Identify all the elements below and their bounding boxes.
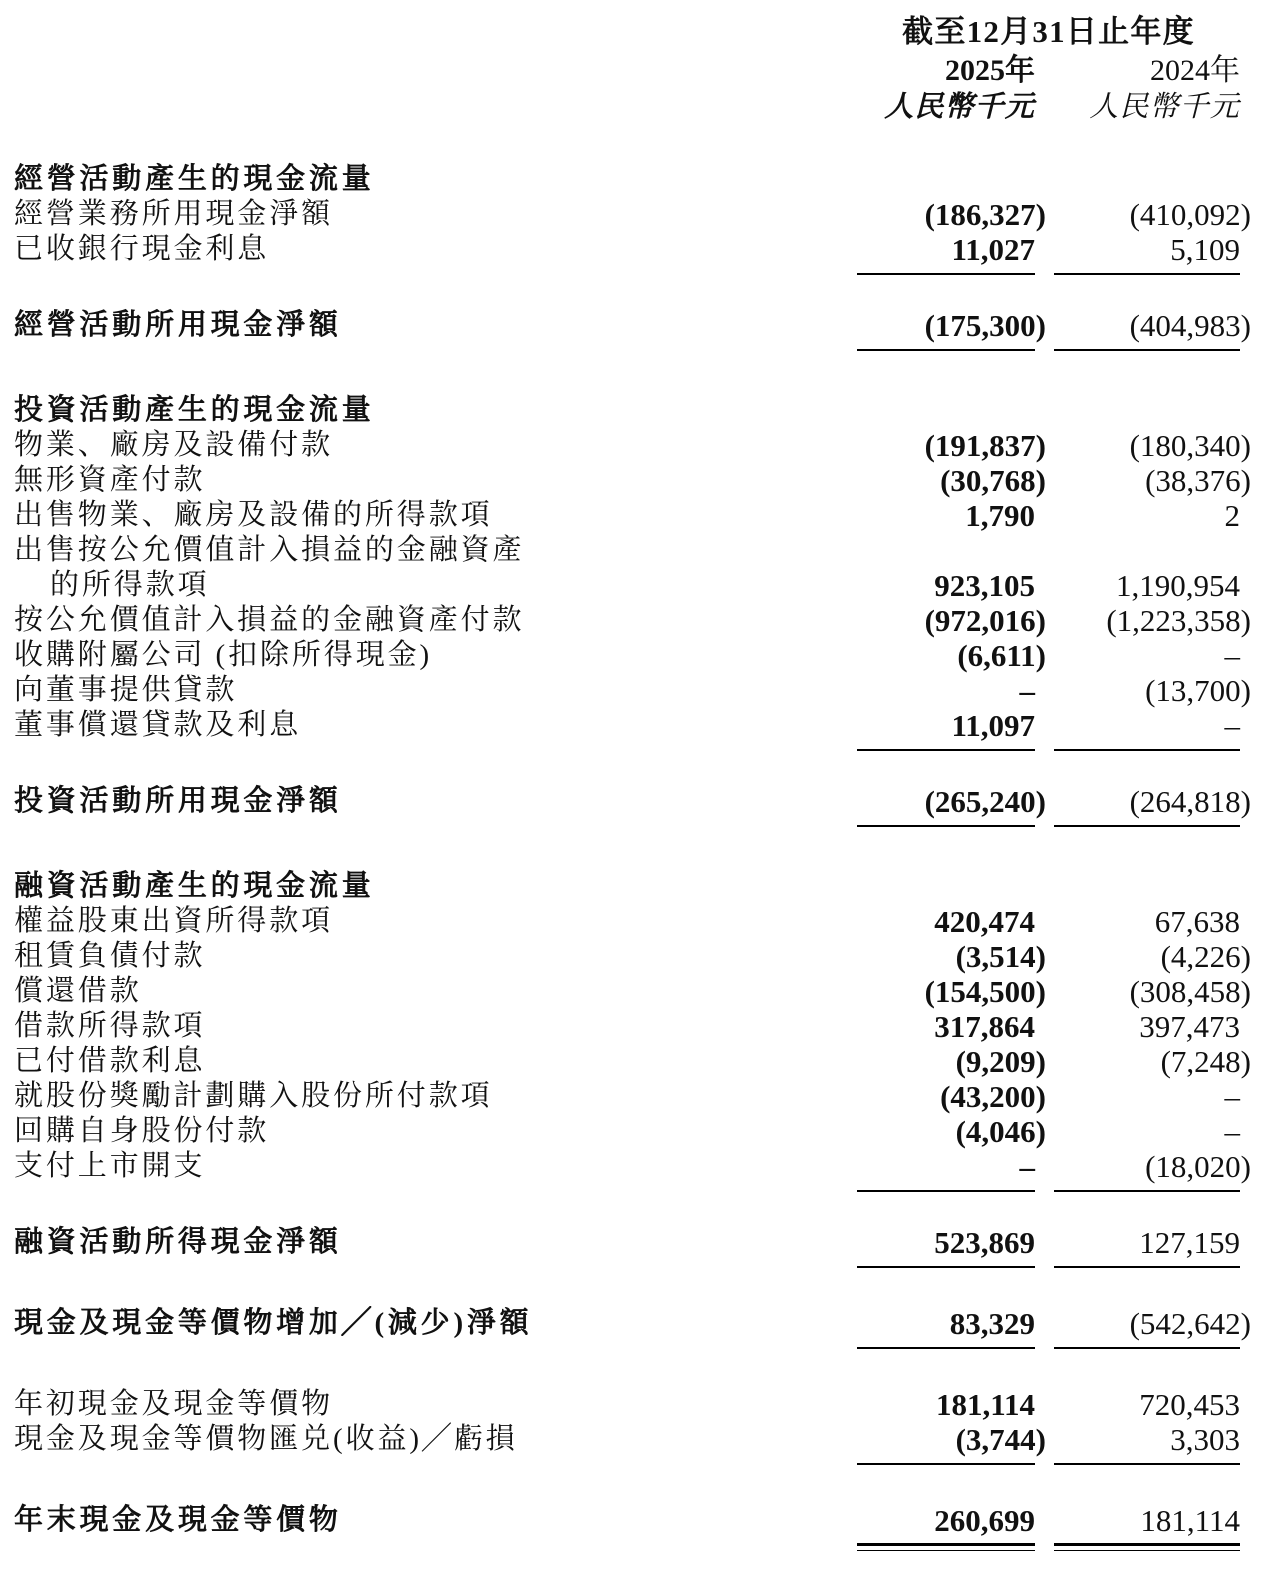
row-label: 融資活動產生的現金流量 bbox=[14, 870, 375, 902]
row-label: 投資活動所用現金淨額 bbox=[14, 785, 342, 817]
table-row bbox=[0, 1422, 1262, 1465]
value-2025: 923,105 bbox=[934, 568, 1035, 603]
value-2025: (154,500) bbox=[924, 974, 1046, 1009]
value-2025: (3,514) bbox=[955, 939, 1046, 974]
row-label: 出售按公允價值計入損益的金融資產 bbox=[14, 534, 525, 566]
table-row bbox=[0, 1079, 1262, 1114]
table-row bbox=[0, 1044, 1262, 1079]
table-row bbox=[0, 1149, 1262, 1192]
table-row bbox=[0, 1387, 1262, 1422]
table-row bbox=[0, 603, 1262, 638]
table-row bbox=[0, 463, 1262, 498]
unit-header-line bbox=[857, 89, 1240, 126]
row-label: 按公允價值計入損益的金融資產付款 bbox=[14, 604, 525, 636]
table-row bbox=[0, 708, 1262, 751]
value-2024: 720,453 bbox=[1139, 1387, 1240, 1422]
value-2024: 2 bbox=[1224, 498, 1240, 533]
value-2024: 5,109 bbox=[1054, 232, 1240, 275]
year-2025-header: 2025年 bbox=[945, 54, 1035, 87]
row-label: 權益股東出資所得款項 bbox=[14, 905, 334, 937]
row-label: 的所得款項 bbox=[50, 569, 210, 601]
year-header-line bbox=[857, 52, 1240, 89]
value-2024: (264,818) bbox=[1054, 784, 1240, 827]
row-label: 現金及現金等價物匯兑(收益)╱虧損 bbox=[14, 1423, 518, 1455]
table-row bbox=[0, 939, 1262, 974]
value-2024: – bbox=[1054, 708, 1240, 751]
value-2025: 83,329 bbox=[857, 1306, 1035, 1349]
table-row bbox=[0, 1114, 1262, 1149]
period-title: 截至12月31日止年度 bbox=[902, 14, 1195, 49]
value-2025: 1,790 bbox=[965, 498, 1035, 533]
table-row bbox=[0, 428, 1262, 463]
row-label: 物業、廠房及設備付款 bbox=[14, 429, 334, 461]
value-2025: (972,016) bbox=[924, 603, 1046, 638]
unit-2025: 人民幣千元 bbox=[884, 91, 1035, 123]
value-2025: (3,744) bbox=[857, 1422, 1035, 1465]
table-row bbox=[0, 1009, 1262, 1044]
value-2025: 11,097 bbox=[857, 708, 1035, 751]
value-2024: (18,020) bbox=[1054, 1149, 1240, 1192]
row-label: 已付借款利息 bbox=[14, 1045, 206, 1077]
total-row bbox=[0, 1503, 1262, 1551]
value-2024: 67,638 bbox=[1154, 904, 1240, 939]
row-label: 償還借款 bbox=[14, 975, 142, 1007]
row-label: 經營業務所用現金淨額 bbox=[14, 198, 334, 230]
year-2024-header: 2024年 bbox=[1150, 54, 1240, 87]
value-2025: (4,046) bbox=[955, 1114, 1046, 1149]
value-2025: (43,200) bbox=[940, 1079, 1046, 1114]
section-heading-row bbox=[0, 393, 1262, 428]
value-2025: – bbox=[857, 1149, 1035, 1192]
value-2024: 181,114 bbox=[1054, 1503, 1240, 1551]
table-row bbox=[0, 904, 1262, 939]
row-label: 年初現金及現金等價物 bbox=[14, 1388, 334, 1420]
value-2024: 3,303 bbox=[1054, 1422, 1240, 1465]
value-2025: (186,327) bbox=[924, 197, 1046, 232]
unit-2024: 人民幣千元 bbox=[1089, 91, 1240, 123]
total-row bbox=[0, 1225, 1262, 1268]
row-label: 無形資產付款 bbox=[14, 464, 206, 496]
row-label: 向董事提供貸款 bbox=[14, 674, 238, 706]
value-2025: 11,027 bbox=[857, 232, 1035, 275]
table-row bbox=[0, 638, 1262, 673]
row-label: 現金及現金等價物增加╱(減少)淨額 bbox=[14, 1307, 533, 1339]
value-2024: – bbox=[1224, 638, 1240, 673]
value-2024: (410,092) bbox=[1129, 197, 1251, 232]
value-2024: 397,473 bbox=[1139, 1009, 1240, 1044]
row-label: 經營活動所用現金淨額 bbox=[14, 309, 342, 341]
value-2025: 523,869 bbox=[857, 1225, 1035, 1268]
table-row bbox=[0, 568, 1262, 603]
value-2025: (6,611) bbox=[957, 638, 1046, 673]
value-2024: (4,226) bbox=[1160, 939, 1251, 974]
value-2025: (175,300) bbox=[857, 308, 1035, 351]
row-label: 出售物業、廠房及設備的所得款項 bbox=[14, 499, 493, 531]
row-label: 投資活動產生的現金流量 bbox=[14, 394, 375, 426]
value-2025: (9,209) bbox=[955, 1044, 1046, 1079]
value-2024: – bbox=[1224, 1079, 1240, 1114]
value-2024: – bbox=[1224, 1114, 1240, 1149]
table-header bbox=[0, 12, 1262, 126]
row-label: 經營活動產生的現金流量 bbox=[14, 163, 375, 195]
total-row bbox=[0, 784, 1262, 827]
row-label: 融資活動所得現金淨額 bbox=[14, 1226, 342, 1258]
row-label: 借款所得款項 bbox=[14, 1010, 206, 1042]
table-row bbox=[0, 974, 1262, 1009]
value-2024: (308,458) bbox=[1129, 974, 1251, 1009]
value-2024: (180,340) bbox=[1129, 428, 1251, 463]
section-heading-row bbox=[0, 162, 1262, 197]
value-2024: (38,376) bbox=[1145, 463, 1251, 498]
header-spacer bbox=[0, 12, 857, 126]
rows-container bbox=[0, 162, 1262, 1551]
section-heading-row bbox=[0, 869, 1262, 904]
table-row bbox=[0, 533, 1262, 568]
table-row bbox=[0, 673, 1262, 708]
header-columns bbox=[857, 12, 1240, 126]
value-2024: (13,700) bbox=[1145, 673, 1251, 708]
row-label: 就股份獎勵計劃購入股份所付款項 bbox=[14, 1080, 493, 1112]
row-label: 收購附屬公司 (扣除所得現金) bbox=[14, 639, 433, 671]
value-2024: 127,159 bbox=[1054, 1225, 1240, 1268]
value-2025: 420,474 bbox=[934, 904, 1035, 939]
value-2025: (30,768) bbox=[940, 463, 1046, 498]
table-row bbox=[0, 498, 1262, 533]
row-label: 支付上市開支 bbox=[14, 1150, 206, 1182]
row-label: 年末現金及現金等價物 bbox=[14, 1504, 342, 1536]
value-2024: (542,642) bbox=[1054, 1306, 1240, 1349]
row-label: 回購自身股份付款 bbox=[14, 1115, 270, 1147]
value-2024: (1,223,358) bbox=[1106, 603, 1251, 638]
value-2024: (7,248) bbox=[1160, 1044, 1251, 1079]
total-row bbox=[0, 308, 1262, 351]
row-label: 董事償還貸款及利息 bbox=[14, 709, 302, 741]
value-2025: 317,864 bbox=[934, 1009, 1035, 1044]
value-2024: (404,983) bbox=[1054, 308, 1240, 351]
table-row bbox=[0, 232, 1262, 275]
value-2024: 1,190,954 bbox=[1116, 568, 1240, 603]
row-label: 租賃負債付款 bbox=[14, 940, 206, 972]
total-row bbox=[0, 1306, 1262, 1349]
value-2025: (265,240) bbox=[857, 784, 1035, 827]
value-2025: – bbox=[1019, 673, 1035, 708]
row-label: 已收銀行現金利息 bbox=[14, 233, 270, 265]
value-2025: 181,114 bbox=[935, 1387, 1035, 1422]
value-2025: (191,837) bbox=[924, 428, 1046, 463]
table-row bbox=[0, 197, 1262, 232]
value-2025: 260,699 bbox=[857, 1503, 1035, 1551]
